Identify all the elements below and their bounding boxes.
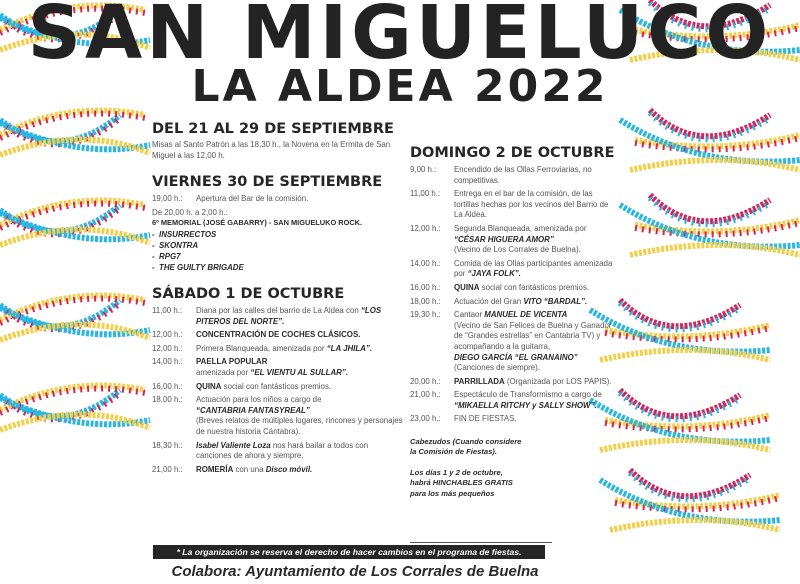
schedule-row: 19,00 h.: Apertura del Bar de la comisión. [152,194,309,204]
schedule-row: 12,00 h.: CONCENTRACIÓN DE COCHES CLÁSICOS. [152,330,361,340]
memorial-title: 6º MEMORIAL (JOSÉ GABARRY) - SAN MIGUELUKO ROCK. [152,218,363,228]
schedule-row: 11,00 h.: Diana por las calles del barrio de La Aldea con “LOS PITEROS DEL NORTE”. [152,305,382,326]
band-item: - INSURRECTOS [152,229,217,239]
disclaimer-banner: * La organización se reserva el derecho de hacer cambios en el programa de fiestas. [153,545,545,559]
schedule-row: 16,00 h.: QUINA social con fantásticos premios. [410,282,590,292]
hinchables-note: Los días 1 y 2 de octubre, habrá HINCHABLES GRATIS para los más pequeños [410,467,513,498]
section-heading-friday: VIERNES 30 DE SEPTIEMBRE [152,174,383,191]
sponsor-credit: Colabora: Ayuntamiento de Los Corrales de Buelna [171,563,539,580]
schedule-row: 18,00 h.: Actuación del Gran VITO “BARDAL”. [410,296,588,306]
schedule-row: 18,00 h.: Actuación para los niños a cargo de “CANTABRIA FANTASYREAL” (Breves relatos de múltiples lugares, rincones y personajes de nuestra historia Cántabra). [152,395,403,436]
schedule-row: 20,00 h.: PARRILLADA (Organizada por LOS PAPIS). [410,376,612,386]
section-heading-sunday: DOMINGO 2 DE OCTUBRE [410,145,615,161]
schedule-row: 18,30 h.: Isabel Valiente Loza nos hará bailar a todos con canciones de ahora y siempre. [152,440,369,461]
schedule-row: 12,00 h.: Segunda Blanqueada, amenizada por “CÉSAR HIGUERA AMOR” (Vecino de Los Corrales de Buelna). [410,223,587,255]
schedule-row: 14,00 h.: Comida de las Ollas participantes amenizada por “JAYA FOLK”. [410,258,613,279]
left-column [152,120,404,478]
section-heading-saturday: SÁBADO 1 DE OCTUBRE [152,285,345,302]
band-item: - RPG7 [152,251,181,261]
poster-subtitle: LA ALDEA 2022 [191,61,609,112]
sept-masses-text: Misas al Santo Patrón a las 18,30 h., la Novena en la Ermita de San Miguel a las 12,00 h. [152,140,391,160]
schedule-row: 21,00 h.: Espectáculo de Transformismo a cargo de “MIKAELLA RITCHY y SALLY SHOW”. [410,390,602,410]
schedule-row: 11,00 h.: Entrega en el bar de la comisión, de las tortillas hechas por los vecinos del Barrio de La Aldea. [410,189,609,220]
section-heading-sept-21-29: DEL 21 AL 29 DE SEPTIEMBRE [152,121,394,137]
schedule-row: 21,00 h.: ROMERÍA con una Disco móvil. [152,464,313,474]
band-item: - THE GUILTY BRIGADE [152,262,244,272]
schedule-row: 16,00 h.: QUINA social con fantásticos premios. [152,381,332,391]
rock-time-range: De 20,00 h. a 2,00 h.: [152,207,228,217]
poster-title: SAN MIGUELUCO [27,0,773,76]
schedule-row: 19,30 h.: Cantaor MANUEL DE VICENTA (Vecino de San Felices de Buelna y Ganador de “Grandes estrellas” en Cantabria TV) y acompañando a la guitarra, DIEGO GARCÍA “EL GRANAINO” (Canciones de siempre). [410,310,612,373]
right-column [410,144,615,499]
divider-line [410,542,552,543]
schedule-row: 9,00 h.: Encendido de las Ollas Ferroviarias, no competitivas. [410,165,592,185]
band-item: - SKONTRA [152,240,199,250]
schedule-row: 12,00 h.: Primera Blanqueada, amenizada por “LA JHILA”. [152,343,373,353]
cabezudos-note: Cabezudos (Cuando considere la Comisión de Fiestas). [410,437,522,457]
schedule-row: 23,00 h.: FIN DE FIESTAS. [410,414,517,424]
schedule-row: 14,00 h.: PAELLA POPULAR amenizada por “EL VIENTU AL SULLAR”. [152,357,349,377]
